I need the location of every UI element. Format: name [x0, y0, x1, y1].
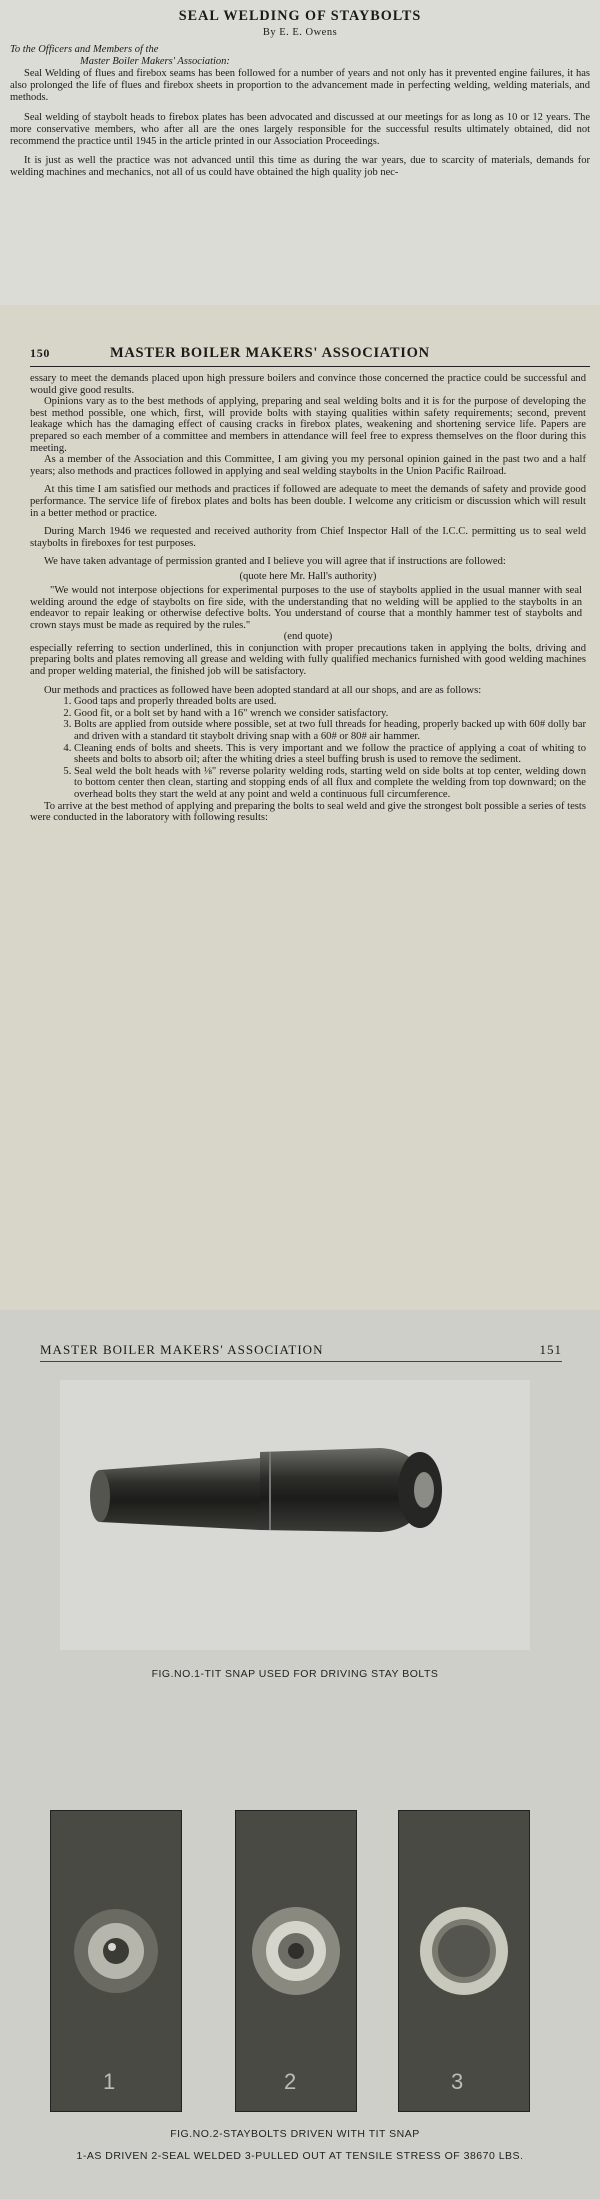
- staybolt-sample: [235, 1810, 357, 2112]
- steps-list: [30, 696, 586, 800]
- page-151: [0, 1310, 600, 2199]
- staybolt-sample: [50, 1810, 182, 2112]
- staybolt-sample-image: [399, 1811, 529, 2111]
- paragraph: As a member of the Association and this Committee, I am giving you my personal opinion gained in the past two and a half years; also methods and practices followed in applying and seal welding staybolts in the Union Pacific Railroad.: [30, 454, 586, 477]
- list-item: 5. Seal weld the bolt heads with ⅛" reverse polarity welding rods, starting weld on side bolts at top center, welding down to bottom center then clean, starting and stopping ends of all flux and complete the welding from top downward; on the overhead bolts they start the weld at any point and weld a continuous full circumference.: [74, 766, 586, 801]
- sample-label: 2: [284, 2069, 297, 2094]
- staybolt-sample-image: [236, 1811, 356, 2111]
- article-title: SEAL WELDING OF STAYBOLTS: [178, 8, 422, 24]
- list-item: 4. Cleaning ends of bolts and sheets. This is very important and we follow the practice of applying a coat of whiting to sheets and bolts to absorb oil; after the whiting dries a steel buffing brush is used to remove the sediment.: [74, 743, 586, 766]
- quote-block: "We would not interpose objections for experimental purposes to the use of staybolts applied in the usual manner with seal welding around the edge of staybolts on fire side, with the understanding that no welding will be applied to the staybolts in an endeavor to repair leaking or otherwise defective bolts. You understand of course that a monthly hammer test of staybolts and crown stays must be made as required by the rules.": [30, 584, 582, 631]
- paragraph: Opinions vary as to the best methods of applying, preparing and seal welding bolts and it is for the purpose of developing the best method possible, one which, first, will provide bolts with staying qualities within safety requirements; second, prevent leakage which has the damaging effect of causing cracks in firebox plates, weakening and shortening service life. Papers are prepared so each member of a committee and members in attendance will feel free to express themselves on the floor during this meeting.: [30, 396, 586, 454]
- paragraph: At this time I am satisfied our methods and practices if followed are adequate to meet the demands of safety and provide good performance. The service life of firebox plates and bolts has been double. I welcome any criticism or discussion which will result in a better method or practice.: [30, 484, 586, 519]
- paragraph: essary to meet the demands placed upon high pressure boilers and convince those concerned the practice could be successful and would give good results.: [30, 373, 586, 396]
- list-item: 2. Good fit, or a bolt set by hand with a 16" wrench we consider satisfactory.: [74, 708, 586, 720]
- quote-intro: (quote here Mr. Hall's authority): [239, 570, 377, 582]
- list-item: 1. Good taps and properly threaded bolts are used.: [74, 696, 586, 708]
- paragraph: Seal welding of staybolt heads to firebox plates has been advocated and discussed at our meetings for as long as 10 or 12 years. The more conservative members, who after all are the ones largely responsible for the successful results ultimately obtained, did not recommend the practice until 1945 in the article printed in our Association Proceedings.: [10, 111, 590, 148]
- paragraph: Our methods and practices as followed have been adopted standard at all our shops, and are as follows:: [44, 684, 482, 696]
- fig1-caption: FIG.NO.1-TIT SNAP USED FOR DRIVING STAY BOLTS: [151, 1668, 439, 1680]
- list-item: 3. Bolts are applied from outside where possible, set at two full threads for heading, properly backed up with 60# dolly bar and driven with a standard tit staybolt driving snap with a 60# or 80# air hammer.: [74, 719, 586, 742]
- running-head-title: MASTER BOILER MAKERS' ASSOCIATION: [110, 345, 430, 361]
- staybolt-sample: [398, 1810, 530, 2112]
- fig2-caption: FIG.NO.2-STAYBOLTS DRIVEN WITH TIT SNAP: [170, 2128, 420, 2140]
- fig1-photo: [60, 1380, 530, 1650]
- sample-label: 3: [451, 2069, 464, 2094]
- paragraph: It is just as well the practice was not advanced until this time as during the war years, due to scarcity of materials, demands for welding machines and mechanics, not all of us could have obtained the high quality job nec-: [10, 155, 590, 179]
- page-number: 151: [539, 1342, 562, 1357]
- salutation: [10, 44, 590, 68]
- page-number: 150: [30, 346, 51, 360]
- paragraph: We have taken advantage of permission granted and I believe you will agree that if instructions are followed:: [44, 556, 506, 568]
- tit-snap-tool-image: [60, 1380, 530, 1650]
- article-byline: By E. E. Owens: [262, 27, 338, 38]
- staybolt-sample-image: [51, 1811, 181, 2111]
- paragraph: especially referring to section underlined, this in conjunction with proper precautions taken in applying the bolts, driving and preparing bolts and plates removing all grease and welding with fully qualified mechanics furnished with good welding machines and proper welding material, the finished job will be satisfactory.: [30, 642, 586, 678]
- fig2-subcaption: 1-AS DRIVEN 2-SEAL WELDED 3-PULLED OUT AT TENSILE STRESS OF 38670 LBS.: [76, 2150, 524, 2162]
- page-top-fragment: [0, 0, 600, 305]
- paragraph: During March 1946 we requested and received authority from Chief Inspector Hall of the I.C.C. permitting us to seal weld staybolts in fireboxes for test purposes.: [30, 526, 586, 549]
- sample-label: 1: [103, 2069, 116, 2094]
- salutation-line-2: Master Boiler Makers' Association:: [80, 56, 230, 67]
- running-header: [40, 1342, 562, 1362]
- page-150: [0, 305, 600, 1310]
- paragraph: Seal Welding of flues and firebox seams has been followed for a number of years and not only has it prevented engine failures, it has also prolonged the life of flues and firebox sheets in proportion to the advancement made in perfecting welding, welding materials, and methods.: [10, 68, 590, 104]
- quote-end: (end quote): [283, 631, 333, 643]
- running-head-title: MASTER BOILER MAKERS' ASSOCIATION: [40, 1342, 324, 1357]
- salutation-line-1: To the Officers and Members of the: [10, 44, 159, 55]
- paragraph: To arrive at the best method of applying and preparing the bolts to seal weld and give the strongest bolt possible a series of tests were conducted in the laboratory with following results:: [30, 800, 586, 824]
- running-header: [30, 345, 590, 367]
